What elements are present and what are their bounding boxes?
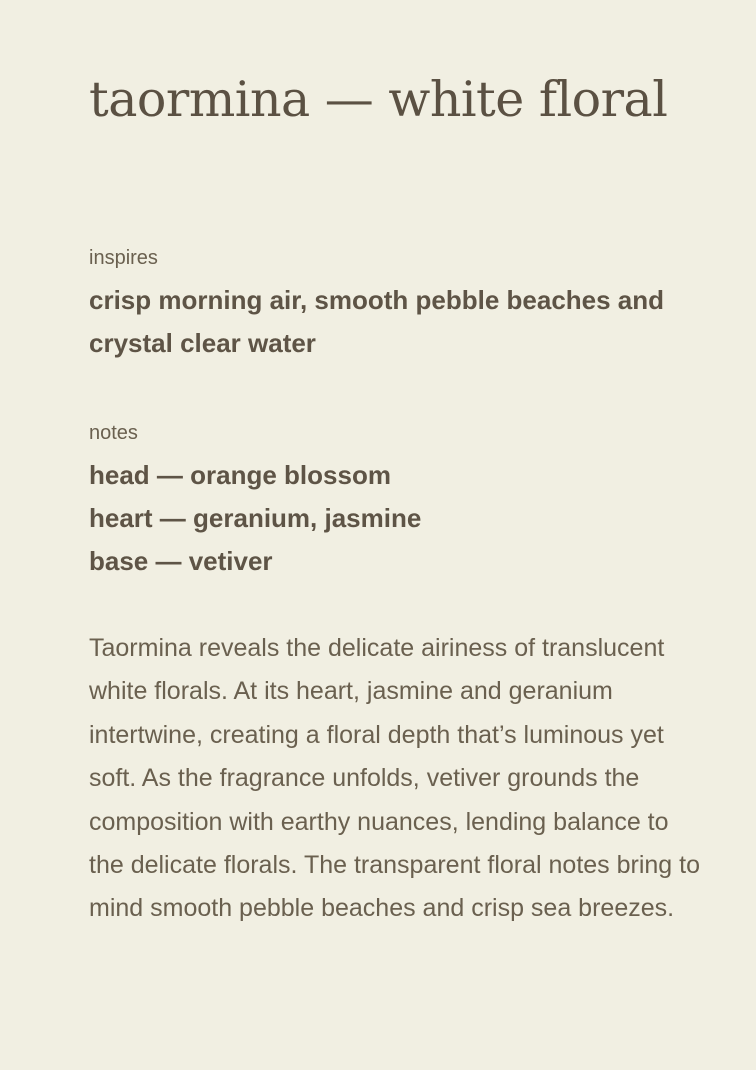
note-base: base — vetiver (89, 546, 273, 576)
description-paragraph: Taormina reveals the delicate airiness of translucent white florals. At its heart, jasmine and geranium intertwine, creating a floral depth that’s luminous yet soft. As the fragrance unfolds, vetiver grounds the composition with earthy nuances, lending balance to the delicate florals. The transparent floral notes bring to mind smooth pebble beaches and crisp sea breezes. (89, 634, 700, 923)
notes-label: notes (89, 422, 138, 444)
notes-section (89, 420, 709, 583)
inspires-label: inspires (89, 247, 158, 269)
note-head: head — orange blossom (89, 460, 391, 490)
inspires-section (89, 245, 709, 365)
note-heart: heart — geranium, jasmine (89, 503, 422, 533)
notes-list (89, 454, 709, 583)
page-title: taormina — white floral (89, 71, 668, 128)
inspires-text: crisp morning air, smooth pebble beaches and crystal clear water (89, 285, 665, 358)
